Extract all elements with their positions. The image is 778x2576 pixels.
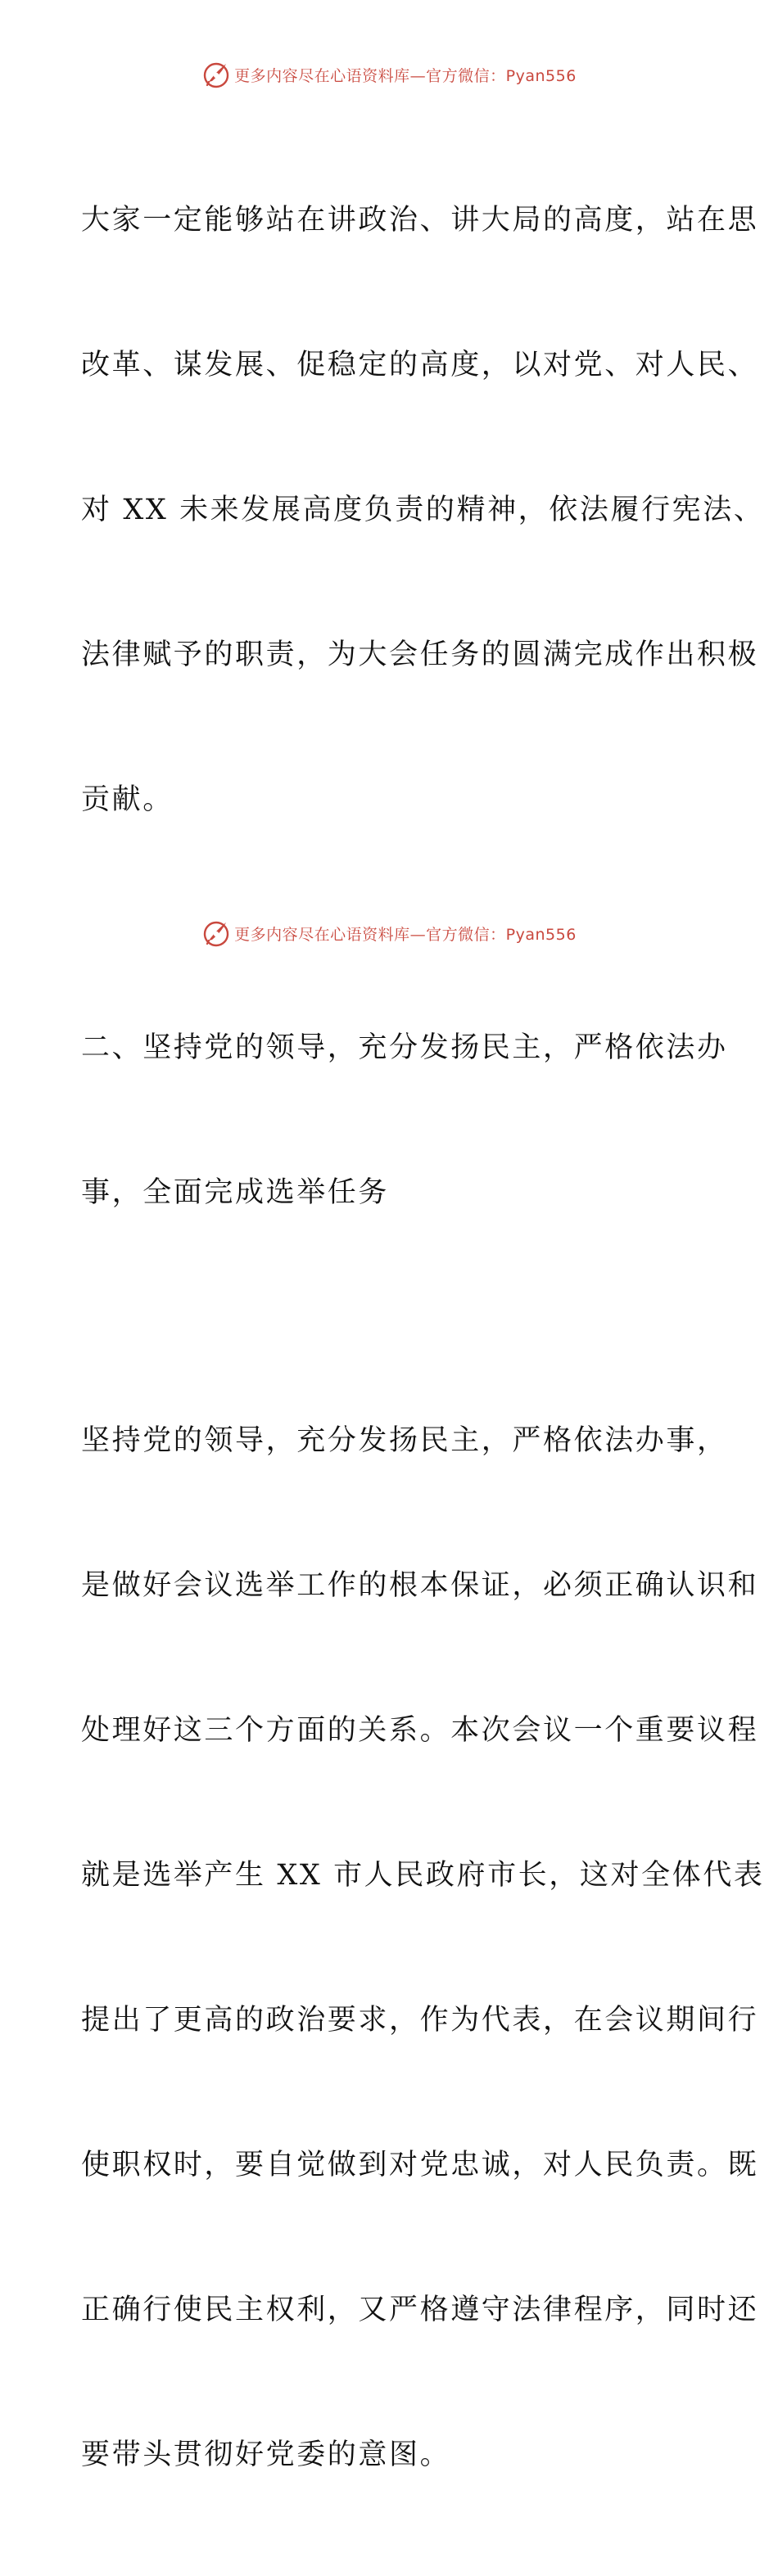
paragraph-line: 提出了更高的政治要求，作为代表，在会议期间行 (81, 2004, 759, 2037)
header-banner (0, 58, 778, 91)
heading-line: 二、坚持党的领导，充分发扬民主，严格依法办 (81, 1031, 728, 1064)
document-body (81, 100, 765, 2576)
heading-line: 事，全面完成选举任务 (81, 1176, 390, 1209)
section-heading (81, 927, 728, 1314)
paragraph-line: 对 XX 未来发展高度负责的精神，依法履行宪法、 (81, 494, 765, 526)
paragraph-line: 坚持党的领导，充分发扬民主，严格依法办事， (81, 1424, 728, 1457)
paragraph-line: 处理好这三个方面的关系。本次会议一个重要议程 (81, 1714, 759, 1747)
paragraph-line: 贡献。 (81, 783, 174, 816)
quill-pen-logo-icon (201, 60, 231, 89)
footer-banner (0, 917, 778, 950)
footer-banner-text (234, 923, 577, 945)
banner-dash: — (409, 925, 427, 944)
header-banner-text (234, 64, 577, 86)
paragraph-line: 改革、谋发展、促稳定的高度，以对党、对人民、 (81, 349, 759, 381)
banner-library-text: 更多内容尽在心语资料库 (234, 925, 410, 944)
banner-contact: 官方微信：Pyan556 (426, 66, 577, 85)
paragraph-line: 法律赋予的职责，为大会任务的圆满完成作出积极 (81, 638, 759, 671)
paragraph-2 (81, 1320, 765, 2576)
banner-dash: — (409, 66, 427, 85)
paragraph-line: 使职权时，要自觉做到对党忠诚，对人民负责。既 (81, 2149, 759, 2181)
banner-contact: 官方微信：Pyan556 (426, 925, 577, 944)
paragraph-line: 是做好会议选举工作的根本保证，必须正确认识和 (81, 1569, 759, 1602)
paragraph-line: 就是选举产生 XX 市人民政府市长，这对全体代表 (81, 1859, 765, 1892)
paragraph-line: 正确行使民主权利，又严格遵守法律程序，同时还 (81, 2294, 759, 2326)
paragraph-1 (81, 100, 765, 921)
paragraph-line: 要带头贯彻好党委的意图。 (81, 2438, 451, 2471)
paragraph-line: 大家一定能够站在讲政治、讲大局的高度，站在思 (81, 204, 759, 237)
banner-library-text: 更多内容尽在心语资料库 (234, 66, 410, 85)
quill-pen-logo-icon (201, 918, 231, 948)
